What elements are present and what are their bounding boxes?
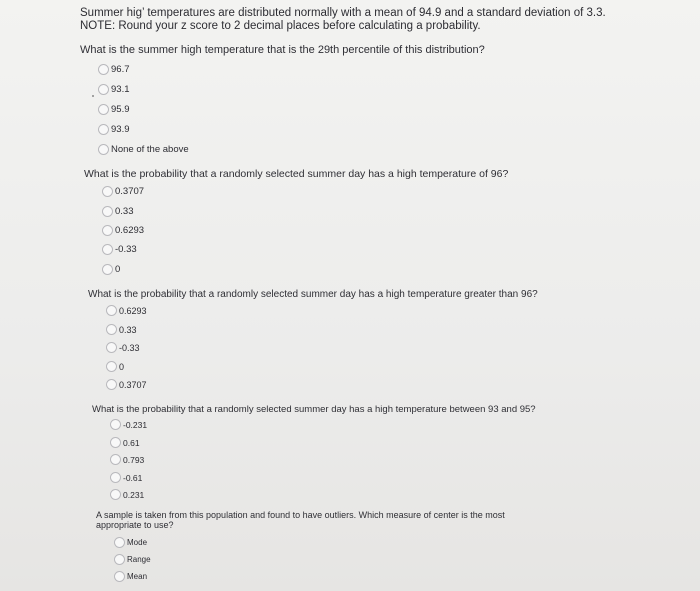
q4-option-3[interactable]: 0.793: [110, 454, 144, 465]
q3-option-1[interactable]: 0.6293: [106, 305, 147, 316]
q2-option-3[interactable]: 0.6293: [102, 225, 144, 236]
q5-option-3[interactable]: Mean: [114, 571, 147, 582]
q1-option-3[interactable]: 95.9: [98, 104, 130, 115]
radio-button[interactable]: [98, 124, 109, 135]
q2-option-5[interactable]: 0: [102, 264, 120, 275]
radio-button[interactable]: [110, 472, 121, 483]
radio-button[interactable]: [102, 206, 113, 217]
q3-option-3[interactable]: -0.33: [106, 342, 140, 353]
question-5-line-1: A sample is taken from this population and found to have outliers. Which measure of center is the most: [96, 510, 505, 520]
question-4-text: What is the probability that a randomly selected summer day has a high temperature between 93 and 95?: [92, 404, 536, 415]
q3-option-4[interactable]: 0: [106, 361, 124, 372]
q2-option-1[interactable]: 0.3707: [102, 186, 144, 197]
question-5-line-2: appropriate to use?: [96, 520, 174, 530]
radio-button[interactable]: [106, 379, 117, 390]
radio-button[interactable]: [114, 571, 125, 582]
q1-option-4[interactable]: 93.9: [98, 124, 130, 135]
intro-line-2: NOTE: Round your z score to 2 decimal places before calculating a probability.: [80, 20, 481, 32]
q3-option-5[interactable]: 0.3707: [106, 379, 147, 390]
q5-option-1[interactable]: Mode: [114, 537, 147, 548]
radio-button[interactable]: [114, 554, 125, 565]
q2-option-4[interactable]: -0.33: [102, 244, 137, 255]
question-5-text: [96, 510, 505, 530]
question-1-text: What is the summer high temperature that is the 29th percentile of this distribution?: [80, 44, 485, 56]
radio-button[interactable]: [106, 305, 117, 316]
radio-button[interactable]: [98, 64, 109, 75]
radio-button[interactable]: [106, 361, 117, 372]
q2-option-2[interactable]: 0.33: [102, 206, 134, 217]
q4-option-2[interactable]: 0.61: [110, 437, 140, 448]
q4-option-1[interactable]: -0.231: [110, 419, 147, 430]
radio-button[interactable]: [102, 264, 113, 275]
radio-button[interactable]: [110, 437, 121, 448]
radio-button[interactable]: [106, 324, 117, 335]
radio-button[interactable]: [114, 537, 125, 548]
radio-button[interactable]: [106, 342, 117, 353]
q1-option-5[interactable]: None of the above: [98, 144, 189, 155]
q1-option-1[interactable]: 96.7: [98, 64, 130, 75]
radio-button[interactable]: [98, 104, 109, 115]
q5-option-2[interactable]: Range: [114, 554, 151, 565]
radio-button[interactable]: [98, 84, 109, 95]
radio-button[interactable]: [110, 419, 121, 430]
radio-button[interactable]: [102, 225, 113, 236]
radio-button[interactable]: [110, 454, 121, 465]
radio-button[interactable]: [98, 144, 109, 155]
radio-button[interactable]: [110, 489, 121, 500]
intro-line-1: Summer hig’ temperatures are distributed normally with a mean of 94.9 and a standard deviation of 3.3.: [80, 7, 606, 19]
question-3-text: What is the probability that a randomly selected summer day has a high temperature greater than 96?: [88, 289, 538, 300]
q1-option-2[interactable]: 93.1: [98, 84, 130, 95]
q3-option-2[interactable]: 0.33: [106, 324, 137, 335]
question-2-text: What is the probability that a randomly selected summer day has a high temperature of 96?: [84, 168, 509, 180]
q4-option-4[interactable]: -0.61: [110, 472, 142, 483]
q4-option-5[interactable]: 0.231: [110, 489, 144, 500]
radio-button[interactable]: [102, 244, 113, 255]
radio-button[interactable]: [102, 186, 113, 197]
stray-mark: [92, 95, 94, 97]
problem-intro: [80, 7, 606, 33]
